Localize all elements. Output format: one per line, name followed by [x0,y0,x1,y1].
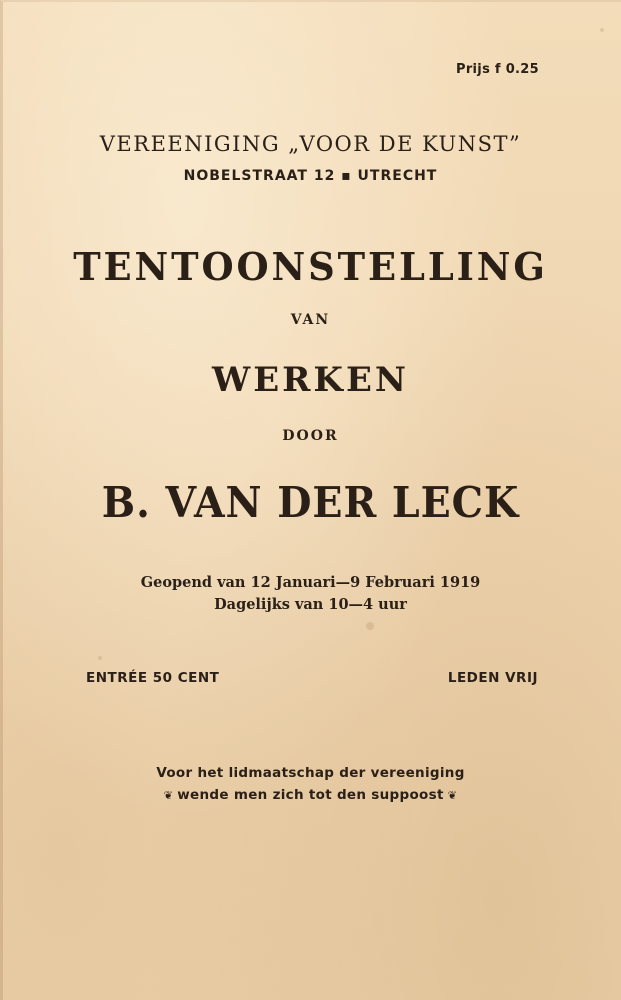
entry-fee: ENTRÉE 50 CENT [86,670,220,686]
membership-line-2 [0,784,621,807]
opening-hours: Dagelijks van 10—4 uur [214,596,407,613]
connector-door: DOOR [282,428,339,444]
membership-note [0,762,621,807]
ornament-icon: ❦ [447,789,458,802]
opening-period: Geopend van 12 Januari—9 Februari 1919 [140,574,481,591]
artist-name: B. VAN DER LECK [101,478,520,527]
paper-stain [98,656,102,660]
fee-row [86,670,538,686]
price-label: Prijs f 0.25 [456,62,539,77]
exhibition-title: TENTOONSTELLING [73,244,548,289]
membership-line-1: Voor het lidmaatschap der vereeniging [156,765,465,781]
ornament-icon: ❦ [163,789,174,802]
paper-stain [600,28,604,32]
association-address: NOBELSTRAAT 12 ▪ UTRECHT [183,168,438,184]
members-free: LEDEN VRIJ [447,670,538,686]
paper-stain [366,622,374,630]
association-name: VEREENIGING „VOOR DE KUNST” [99,132,522,156]
works-heading: WERKEN [212,360,409,400]
opening-dates [0,572,621,616]
membership-line-2-text: wende men zich tot den suppoost [177,787,444,803]
connector-van: VAN [290,312,331,328]
